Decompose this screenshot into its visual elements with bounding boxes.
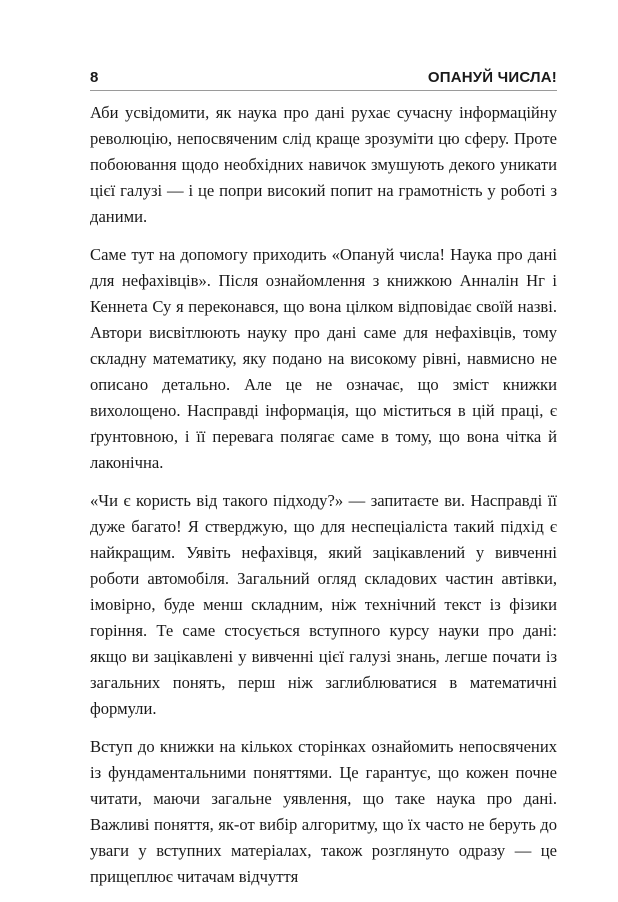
paragraph: Вступ до книжки на кількох сторінках ознайомить непосвячених із фундаментальними поняттями. Це гарантує, що кожен почне читати, маючи загальне уявлення, що таке наука про дані. Важливі поняття, як-от вибір алгоритму, що їх часто не беруть до уваги у вступних матеріалах, також розглянуто одразу — це прищеплює читачам відчуття bbox=[90, 737, 557, 886]
running-title: ОПАНУЙ ЧИСЛА! bbox=[427, 69, 557, 86]
page-header bbox=[90, 64, 557, 86]
body-text bbox=[90, 100, 557, 902]
page-number: 8 bbox=[90, 69, 99, 86]
paragraph: «Чи є користь від такого підходу?» — запитаєте ви. Насправді її дуже багато! Я стверджую, що для неспеціаліста такий підхід є найкращим. Уявіть нефахівця, який зацікавлений у вивченні роботи автомобіля. Загальний огляд складових частин автівки, імовірно, буде менш складним, ніж технічний текст із фізики горіння. Те саме стосується вступного курсу науки про дані: якщо ви зацікавлені у вивченні цієї галузі знань, легше почати із загальних понять, перш ніж заглиблюватися в математичні формули. bbox=[90, 491, 557, 718]
header-rule bbox=[90, 90, 557, 91]
paragraph: Саме тут на допомогу приходить «Опануй числа! Наука про дані для нефахівців». Після ознайомлення з книжкою Анналін Нг і Кеннета Су я переконався, що вона цілком відповідає своїй назві. Автори висвітлюють науку про дані саме для нефахівців, тому складну математику, яку подано на високому рівні, навмисно не описано детально. Але це не означає, що зміст книжки вихолощено. Насправді інформація, що міститься в цій праці, є ґрунтовною, і її перевага полягає саме в тому, що вона чітка й лаконічна. bbox=[90, 245, 557, 472]
paragraph: Аби усвідомити, як наука про дані рухає сучасну інформаційну революцію, непосвяченим слід краще зрозуміти цю сферу. Проте побоювання щодо необхідних навичок змушують декого уникати цієї галузі — і це попри високий попит на грамотність у роботі з даними. bbox=[90, 103, 557, 226]
